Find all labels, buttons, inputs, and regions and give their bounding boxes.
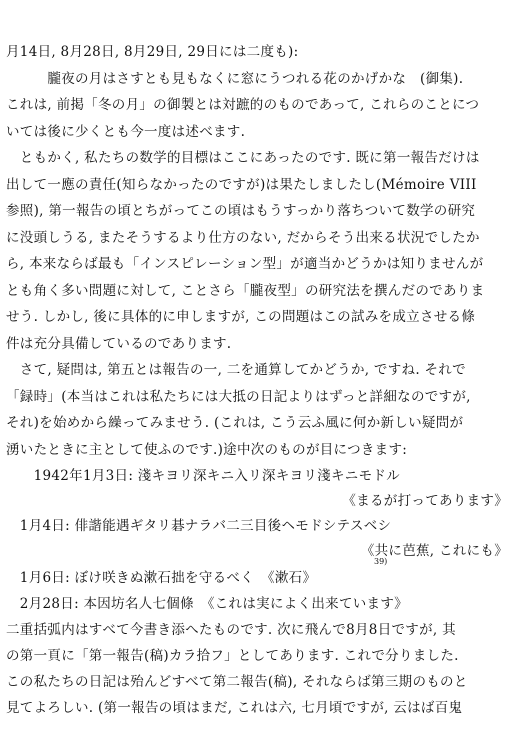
text-line: 湧いたときに主として使ふのです.)途中次のものが目につきます: (6, 442, 408, 458)
text-line: この私たちの日記は殆んどすべて第二報告(稿), それならば第三期のものと (6, 674, 468, 690)
text-line: 見てよろしい. (第一報告の頃はまだ, これは六, 七月頃ですが, 云はば百鬼 (6, 700, 463, 716)
text-line: の第一頁に「第一報告(稿)カラ拾フ」としてあります. これで分りました. (6, 648, 459, 664)
text-line: これは, 前掲「冬の月」の御製とは対蹠的のものであって, これらのことにつ (6, 97, 480, 113)
text-line: に没頭しうる, またそうするより仕方のない, だからそう出来る状況でしたか (6, 230, 480, 246)
text-line: せう. しかし, 後に具体的に申しますが, この問題はこの試みを成立させる條 (6, 309, 476, 325)
text-line: とも角く多い問題に対して, ことさら「朧夜型」の研究法を撰んだのでありま (6, 283, 485, 299)
text-line: 出して一應の責任(知らなかったのですが)は果たしましたし(Mémoire VIII (6, 177, 477, 193)
text-line: いては後に少くとも今一度は述べます. (6, 124, 246, 140)
diary-entry: 1月6日: ぼけ咲きぬ漱石拙を守るべく 《漱石》 (6, 570, 317, 586)
text-line: 二重括弧内はすべて今書き添へたものです. 次に飛んで8月8日ですが, 其 (6, 622, 456, 638)
diary-note: 《まるが打ってあります》 (342, 493, 508, 509)
diary-note: 《共に芭蕉, これにも》 (360, 543, 508, 559)
poem-line: 朧夜の月はさすとも見もなくに窓にうつれる花のかげかな (御集). (6, 71, 464, 87)
text-line: 参照), 第一報告の頃とちがってこの頃はもうすっかり落ちついて数学の研究 (6, 203, 476, 219)
diary-entry: 1月4日: 俳諧能遇ギタリ碁ナラバ二三目後ヘモドシテスベシ (6, 518, 392, 534)
text-line: ともかく, 私たちの数学的目標はここにあったのです. 既に第一報告だけは (6, 150, 480, 166)
diary-entry: 1942年1月3日: 淺キヨリ深キニ入リ深キヨリ淺キニモドル (6, 468, 400, 484)
text-line: 「録時」(本当はこれは私たちには大抵の日記よりはずっと詳細なのですが, (6, 389, 471, 405)
text-line: 件は充分具備しているのであります. (6, 336, 232, 352)
text-line: ら, 本来ならば最も「インスピレーション型」が適当かどうかは知りませんが (6, 256, 484, 272)
diary-entry: 2月28日: 本因坊名人七個條 《これは実によく出来ています》 (6, 596, 408, 612)
text-line: 月14日, 8月28日, 8月29日, 29日には二度も): (6, 44, 299, 60)
text-line: それ)を始めから繰ってみませう. (これは, こう云ふ風に何か新しい疑問が (6, 415, 464, 431)
text-line: さて, 疑問は, 第五とは報告の一, 二を通算してかどうか, ですね. それで (6, 362, 466, 378)
footnote-mark: 39) (374, 557, 388, 566)
